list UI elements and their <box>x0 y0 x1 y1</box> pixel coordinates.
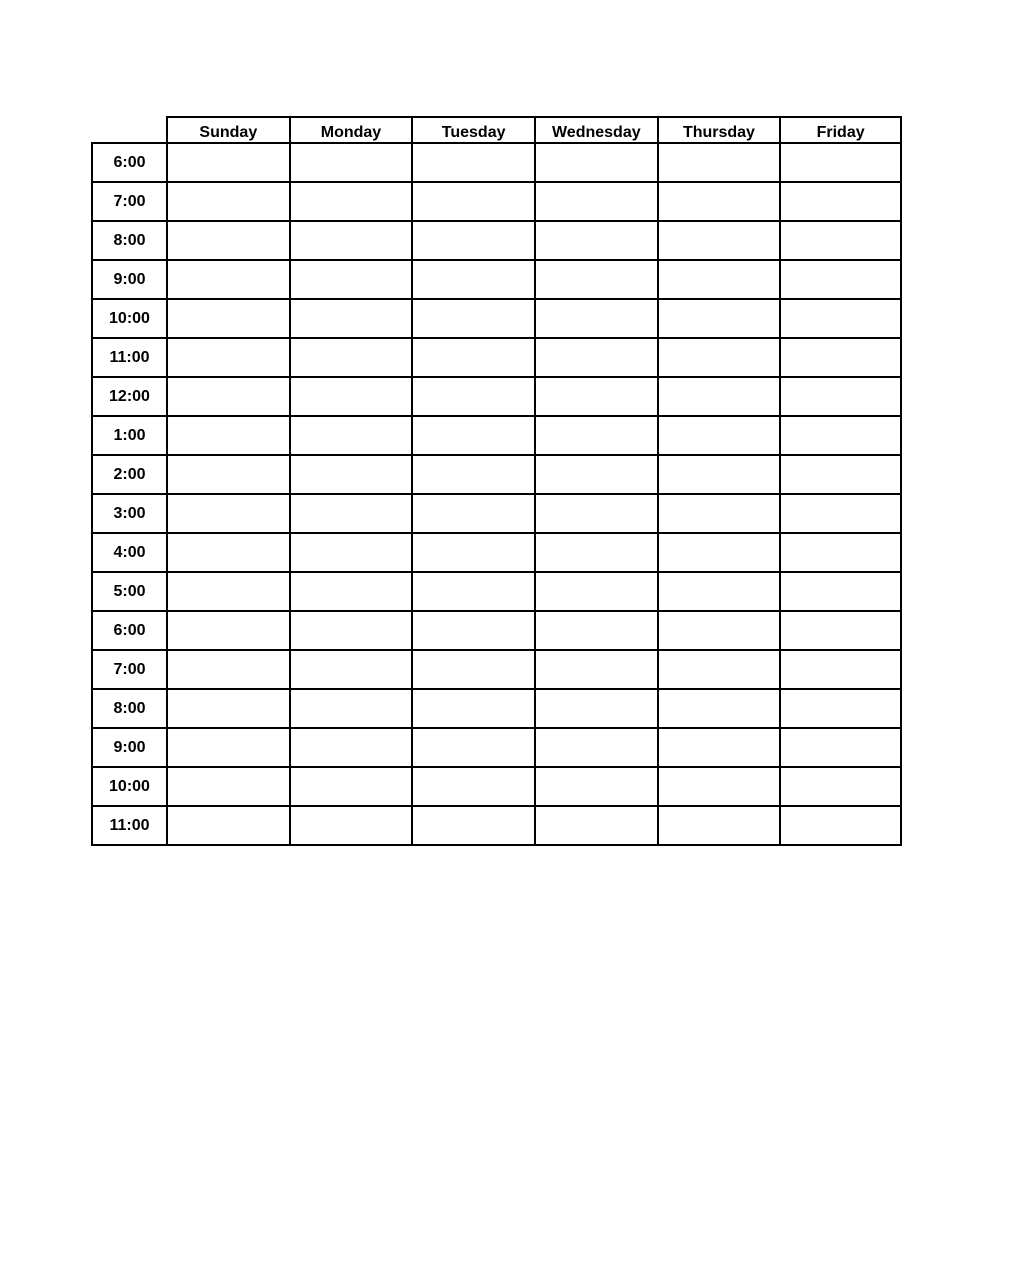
schedule-slot-sunday[interactable] <box>166 417 289 456</box>
schedule-slot-monday[interactable] <box>289 573 412 612</box>
schedule-slot-tuesday[interactable] <box>411 183 534 222</box>
schedule-slot-monday[interactable] <box>289 378 412 417</box>
schedule-slot-wednesday[interactable] <box>534 144 657 183</box>
time-label: 8:00 <box>91 222 166 261</box>
schedule-slot-monday[interactable] <box>289 690 412 729</box>
time-label: 5:00 <box>91 573 166 612</box>
time-label: 10:00 <box>91 300 166 339</box>
schedule-slot-sunday[interactable] <box>166 729 289 768</box>
schedule-slot-wednesday[interactable] <box>534 261 657 300</box>
schedule-slot-monday[interactable] <box>289 261 412 300</box>
time-label: 10:00 <box>91 768 166 807</box>
schedule-slot-wednesday[interactable] <box>534 690 657 729</box>
schedule-slot-friday[interactable] <box>779 339 902 378</box>
schedule-slot-wednesday[interactable] <box>534 378 657 417</box>
schedule-slot-thursday[interactable] <box>657 573 780 612</box>
schedule-slot-thursday[interactable] <box>657 261 780 300</box>
schedule-slot-wednesday[interactable] <box>534 339 657 378</box>
schedule-slot-monday[interactable] <box>289 495 412 534</box>
schedule-slot-tuesday[interactable] <box>411 612 534 651</box>
schedule-slot-tuesday[interactable] <box>411 378 534 417</box>
schedule-slot-thursday[interactable] <box>657 807 780 846</box>
schedule-slot-friday[interactable] <box>779 261 902 300</box>
schedule-slot-sunday[interactable] <box>166 300 289 339</box>
schedule-slot-monday[interactable] <box>289 417 412 456</box>
schedule-slot-thursday[interactable] <box>657 378 780 417</box>
schedule-slot-wednesday[interactable] <box>534 300 657 339</box>
schedule-slot-wednesday[interactable] <box>534 222 657 261</box>
schedule-slot-tuesday[interactable] <box>411 144 534 183</box>
schedule-slot-thursday[interactable] <box>657 690 780 729</box>
schedule-slot-tuesday[interactable] <box>411 573 534 612</box>
schedule-slot-sunday[interactable] <box>166 651 289 690</box>
time-label: 4:00 <box>91 534 166 573</box>
schedule-slot-sunday[interactable] <box>166 690 289 729</box>
schedule-slot-monday[interactable] <box>289 339 412 378</box>
schedule-slot-friday[interactable] <box>779 573 902 612</box>
schedule-slot-friday[interactable] <box>779 144 902 183</box>
time-label: 1:00 <box>91 417 166 456</box>
day-header-thursday: Thursday <box>657 116 780 144</box>
schedule-slot-sunday[interactable] <box>166 144 289 183</box>
schedule-slot-monday[interactable] <box>289 729 412 768</box>
schedule-slot-thursday[interactable] <box>657 183 780 222</box>
schedule-slot-friday[interactable] <box>779 183 902 222</box>
schedule-slot-wednesday[interactable] <box>534 807 657 846</box>
time-label: 11:00 <box>91 339 166 378</box>
schedule-slot-thursday[interactable] <box>657 222 780 261</box>
schedule-slot-monday[interactable] <box>289 651 412 690</box>
schedule-slot-sunday[interactable] <box>166 378 289 417</box>
schedule-slot-wednesday[interactable] <box>534 729 657 768</box>
schedule-slot-wednesday[interactable] <box>534 534 657 573</box>
day-header-wednesday: Wednesday <box>534 116 657 144</box>
schedule-slot-thursday[interactable] <box>657 534 780 573</box>
schedule-slot-friday[interactable] <box>779 417 902 456</box>
schedule-slot-monday[interactable] <box>289 612 412 651</box>
time-label: 7:00 <box>91 183 166 222</box>
schedule-slot-wednesday[interactable] <box>534 768 657 807</box>
schedule-slot-monday[interactable] <box>289 300 412 339</box>
weekly-schedule-grid <box>91 116 902 846</box>
time-label: 6:00 <box>91 612 166 651</box>
schedule-slot-thursday[interactable] <box>657 729 780 768</box>
schedule-slot-thursday[interactable] <box>657 651 780 690</box>
day-header-friday: Friday <box>779 116 902 144</box>
schedule-slot-tuesday[interactable] <box>411 495 534 534</box>
schedule-slot-friday[interactable] <box>779 807 902 846</box>
day-header-sunday: Sunday <box>166 116 289 144</box>
schedule-slot-friday[interactable] <box>779 729 902 768</box>
schedule-slot-sunday[interactable] <box>166 768 289 807</box>
schedule-slot-friday[interactable] <box>779 534 902 573</box>
schedule-slot-sunday[interactable] <box>166 573 289 612</box>
schedule-slot-wednesday[interactable] <box>534 573 657 612</box>
schedule-slot-monday[interactable] <box>289 534 412 573</box>
schedule-slot-monday[interactable] <box>289 144 412 183</box>
schedule-slot-monday[interactable] <box>289 222 412 261</box>
schedule-slot-friday[interactable] <box>779 612 902 651</box>
schedule-slot-thursday[interactable] <box>657 417 780 456</box>
schedule-slot-sunday[interactable] <box>166 261 289 300</box>
schedule-slot-tuesday[interactable] <box>411 456 534 495</box>
time-label: 6:00 <box>91 144 166 183</box>
time-label: 8:00 <box>91 690 166 729</box>
schedule-slot-thursday[interactable] <box>657 300 780 339</box>
schedule-slot-wednesday[interactable] <box>534 495 657 534</box>
schedule-slot-sunday[interactable] <box>166 807 289 846</box>
schedule-slot-tuesday[interactable] <box>411 651 534 690</box>
schedule-slot-friday[interactable] <box>779 495 902 534</box>
schedule-slot-friday[interactable] <box>779 651 902 690</box>
schedule-slot-sunday[interactable] <box>166 339 289 378</box>
schedule-slot-friday[interactable] <box>779 456 902 495</box>
schedule-slot-thursday[interactable] <box>657 456 780 495</box>
schedule-slot-wednesday[interactable] <box>534 183 657 222</box>
time-label: 12:00 <box>91 378 166 417</box>
schedule-slot-tuesday[interactable] <box>411 261 534 300</box>
schedule-slot-tuesday[interactable] <box>411 768 534 807</box>
schedule-slot-monday[interactable] <box>289 456 412 495</box>
schedule-slot-thursday[interactable] <box>657 495 780 534</box>
day-header-monday: Monday <box>289 116 412 144</box>
schedule-slot-tuesday[interactable] <box>411 690 534 729</box>
schedule-slot-wednesday[interactable] <box>534 612 657 651</box>
schedule-slot-friday[interactable] <box>779 300 902 339</box>
schedule-slot-friday[interactable] <box>779 378 902 417</box>
day-header-tuesday: Tuesday <box>411 116 534 144</box>
time-label: 2:00 <box>91 456 166 495</box>
schedule-slot-thursday[interactable] <box>657 612 780 651</box>
schedule-slot-friday[interactable] <box>779 768 902 807</box>
schedule-slot-wednesday[interactable] <box>534 417 657 456</box>
schedule-slot-tuesday[interactable] <box>411 339 534 378</box>
schedule-slot-tuesday[interactable] <box>411 417 534 456</box>
time-label: 9:00 <box>91 729 166 768</box>
time-label: 9:00 <box>91 261 166 300</box>
schedule-slot-sunday[interactable] <box>166 534 289 573</box>
schedule-slot-thursday[interactable] <box>657 339 780 378</box>
schedule-slot-tuesday[interactable] <box>411 534 534 573</box>
schedule-slot-monday[interactable] <box>289 183 412 222</box>
schedule-slot-tuesday[interactable] <box>411 807 534 846</box>
schedule-slot-wednesday[interactable] <box>534 651 657 690</box>
schedule-slot-tuesday[interactable] <box>411 300 534 339</box>
time-label: 3:00 <box>91 495 166 534</box>
schedule-slot-tuesday[interactable] <box>411 222 534 261</box>
schedule-slot-sunday[interactable] <box>166 183 289 222</box>
grid-corner <box>91 116 166 144</box>
schedule-slot-tuesday[interactable] <box>411 729 534 768</box>
schedule-slot-wednesday[interactable] <box>534 456 657 495</box>
schedule-slot-thursday[interactable] <box>657 144 780 183</box>
schedule-slot-sunday[interactable] <box>166 456 289 495</box>
schedule-slot-monday[interactable] <box>289 807 412 846</box>
time-label: 11:00 <box>91 807 166 846</box>
schedule-slot-friday[interactable] <box>779 222 902 261</box>
schedule-slot-thursday[interactable] <box>657 768 780 807</box>
schedule-slot-monday[interactable] <box>289 768 412 807</box>
time-label: 7:00 <box>91 651 166 690</box>
schedule-slot-sunday[interactable] <box>166 222 289 261</box>
schedule-slot-sunday[interactable] <box>166 612 289 651</box>
schedule-slot-sunday[interactable] <box>166 495 289 534</box>
schedule-slot-friday[interactable] <box>779 690 902 729</box>
